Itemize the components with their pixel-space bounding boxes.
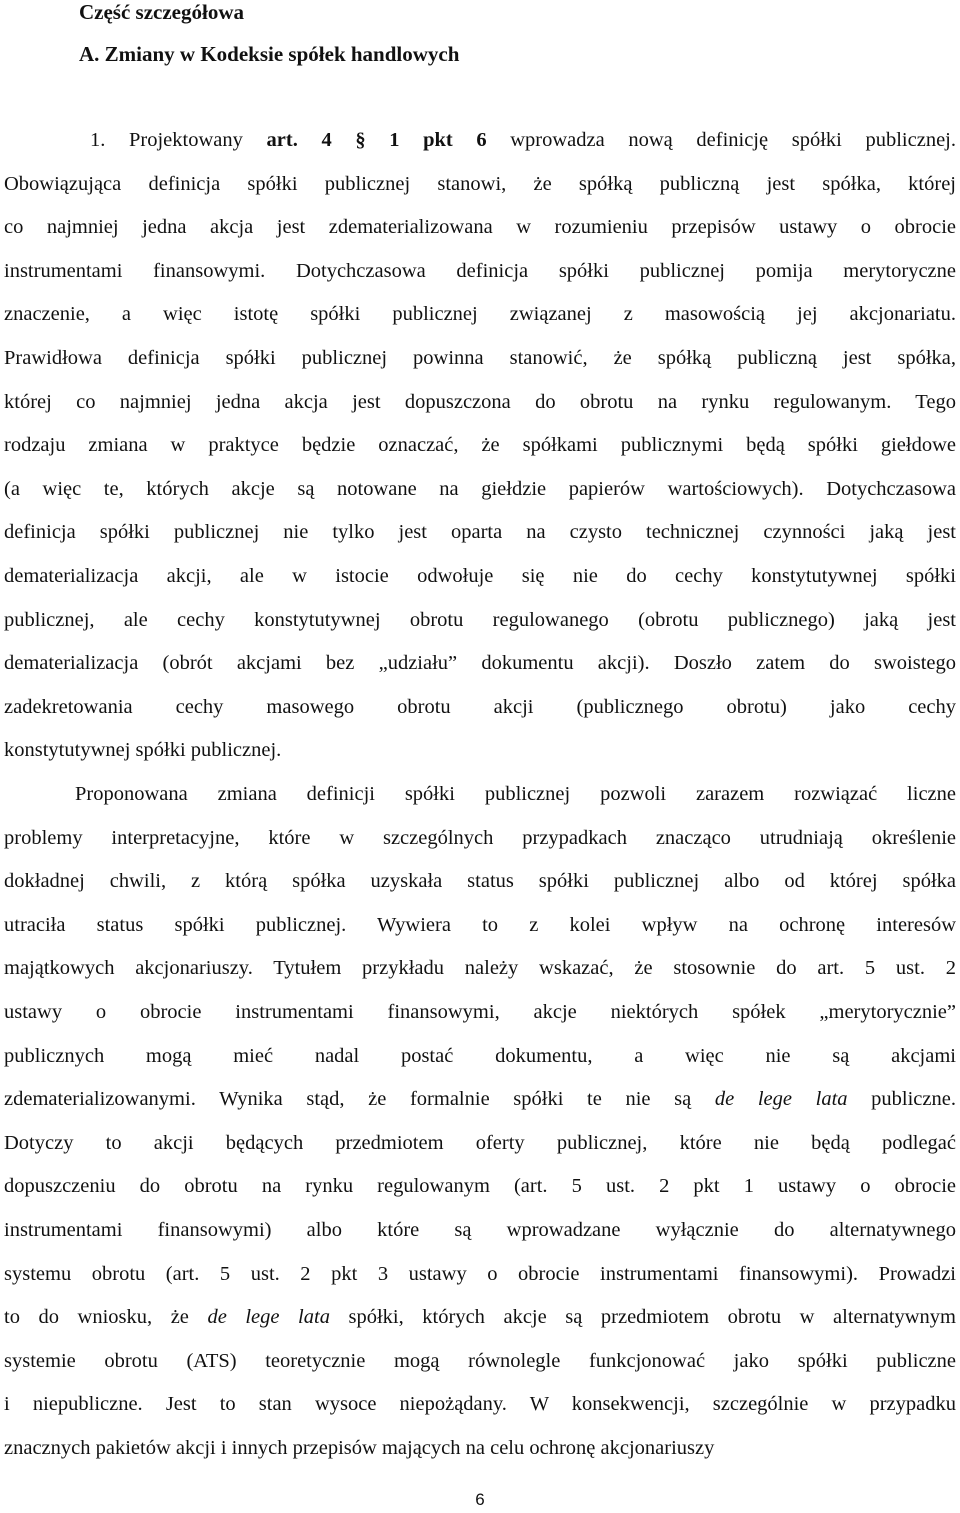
text-line: instrumentami finansowymi. Dotychczasowa definicja spółki publicznej pomija merytoryczne (4, 259, 956, 282)
text-line: to do wniosku, że de lege lata spółki, których akcje są przedmiotem obrotu w alternatywnym (4, 1306, 956, 1329)
text-line: Proponowana zmiana definicji spółki publicznej pozwoli zarazem rozwiązać liczne (75, 783, 956, 805)
text-line: rodzaju zmiana w praktyce będzie oznaczać, że spółkami publicznymi będą spółki giełdowe (4, 434, 956, 457)
text-line: instrumentami finansowymi) albo które są wprowadzane wyłącznie do alternatywnego (4, 1219, 956, 1241)
text-line: znaczenie, a więc istotę spółki publicznej związanej z masowością jej akcjonariatu. (4, 303, 956, 326)
text-line: Prawidłowa definicja spółki publicznej powinna stanowić, że spółką publiczną jest spółka, (4, 347, 956, 369)
text-line: Obowiązująca definicja spółki publicznej stanowi, że spółką publiczną jest spółka, której (4, 172, 956, 195)
text-line: (a więc te, których akcje są notowane na giełdzie papierów wartościowych). Dotychczasowa (4, 477, 956, 500)
text-line: systemie obrotu (ATS) teoretycznie mogą równolegle funkcjonować jako spółki publiczne (4, 1349, 956, 1372)
text-line: co najmniej jedna akcja jest zdematerializowana w rozumieniu przepisów ustawy o obrocie (4, 216, 956, 239)
text-line: dematerializacja (obrót akcjami bez „udziału” dokumentu akcji). Doszło zatem do swoistego (4, 652, 956, 675)
text-line: publicznych mogą mieć nadal postać dokumentu, a więc nie są akcjami (4, 1044, 956, 1067)
text-line: zdematerializowanymi. Wynika stąd, że formalnie spółki te nie są de lege lata publiczne. (4, 1088, 956, 1111)
text-line: definicja spółki publicznej nie tylko jest oparta na czysto technicznej czynności jaką jest (4, 521, 956, 544)
text-line: systemu obrotu (art. 5 ust. 2 pkt 3 ustawy o obrocie instrumentami finansowymi). Prowadzi (4, 1262, 956, 1285)
text-line: znacznych pakietów akcji i innych przepisów mających na celu ochronę akcjonariuszy (4, 1437, 715, 1459)
page-number: 6 (475, 1490, 485, 1509)
section-heading: Część szczegółowa (79, 0, 245, 24)
text-line: zadekretowania cechy masowego obrotu akcji (publicznego obrotu) jako cechy (4, 695, 956, 718)
text-line: majątkowych akcjonariuszy. Tytułem przykładu należy wskazać, że stosownie do art. 5 ust. 2 (4, 957, 956, 980)
text-line: dematerializacja akcji, ale w istocie odwołuje się nie do cechy konstytutywnej spółki (4, 565, 956, 587)
text-line: utraciła status spółki publicznej. Wywiera to z kolei wpływ na ochronę interesów (4, 913, 956, 936)
text-line: publicznej, ale cechy konstytutywnej obrotu regulowanego (obrotu publicznego) jaką jest (4, 608, 956, 631)
text-line: Dotyczy to akcji będących przedmiotem oferty publicznej, które nie będą podlegać (4, 1131, 956, 1154)
text-line: 1. Projektowany art. 4 § 1 pkt 6 wprowadza nową definicję spółki publicznej. (90, 129, 956, 151)
subsection-heading: A. Zmiany w Kodeksie spółek handlowych (79, 42, 460, 66)
text-line: problemy interpretacyjne, które w szczególnych przypadkach znacząco utrudniają określenie (4, 826, 956, 849)
text-line: której co najmniej jedna akcja jest dopuszczona do obrotu na rynku regulowanym. Tego (4, 390, 956, 413)
text-line: ustawy o obrocie instrumentami finansowymi, akcje niektórych spółek „merytorycznie” (4, 1001, 956, 1023)
text-line: dokładnej chwili, z którą spółka uzyskała status spółki publicznej albo od której spółka (4, 870, 956, 893)
text-line: dopuszczeniu do obrotu na rynku regulowanym (art. 5 ust. 2 pkt 1 ustawy o obrocie (4, 1175, 956, 1198)
text-line: i niepubliczne. Jest to stan wysoce niepożądany. W konsekwencji, szczególnie w przypadku (4, 1393, 956, 1416)
text-line: konstytutywnej spółki publicznej. (4, 739, 282, 762)
